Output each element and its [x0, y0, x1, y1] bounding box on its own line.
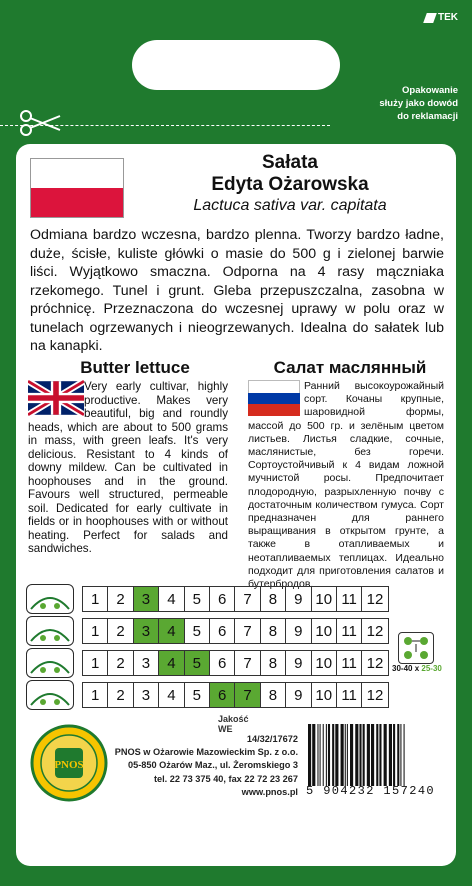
month-cell: 10: [312, 651, 337, 675]
month-cell: 7: [235, 587, 260, 611]
greenhouse-sowing-icon: [26, 584, 74, 614]
uk-flag-icon: [28, 380, 84, 416]
title-line1: Sałata: [262, 152, 318, 173]
spacing-row: 30-40: [392, 664, 413, 673]
barcode-bar: [312, 724, 315, 786]
month-cell: 12: [366, 622, 384, 640]
month-cell: 3: [134, 683, 159, 707]
barcode-bar: [389, 724, 392, 786]
month-cell: 3: [134, 651, 159, 675]
month-strip: [82, 618, 389, 644]
barcode-bar: [308, 724, 311, 786]
month-cell: 11: [337, 683, 362, 707]
russian-description: [248, 380, 444, 591]
plant-spacing-label: [392, 664, 442, 673]
english-description: [28, 380, 228, 556]
barcode-bar: [320, 724, 321, 786]
barcode-bar: [317, 724, 318, 786]
month-cell: 1: [83, 651, 108, 675]
harvest-icon: [26, 680, 74, 710]
svg-text:PNOS: PNOS: [54, 759, 84, 771]
field-sowing-icon: [26, 648, 74, 678]
month-cell: 3: [134, 619, 159, 643]
month-cell: 4: [159, 683, 184, 707]
month-cell: 11: [337, 587, 362, 611]
month-cell: 12: [366, 686, 384, 704]
month-cell: 6: [210, 683, 235, 707]
plant-spacing-icon: [398, 632, 434, 664]
russian-text: Ранний высокоурожайный сорт. Кочаны крупные, шаровидной формы, массой до 500 гр. и зелёным цветом листьев. Листья сладкие, сочные, маслянистые, без горечи. Сортоустойчивый к 4 видам ложной мучнистой росы. Предпочитает плодородную, разрыхленную почву с достаточным количеством гумуса. Сорт предназначен для раннего выращивания в открытом грунте, а также в отапливаемых и неотапливаемых теплицах. Идеально подходит для приготовления салатов и бутербродов.: [248, 380, 444, 591]
barcode-bar: [335, 724, 338, 786]
barcode-bar: [393, 724, 395, 786]
complaint-notice: [348, 84, 458, 123]
month-cell: 5: [185, 651, 210, 675]
month-cell: 8: [261, 619, 286, 643]
month-cell: 10: [312, 587, 337, 611]
month-cell: 10: [312, 619, 337, 643]
month-cell: 12: [366, 654, 384, 672]
calendar-row: [26, 680, 389, 710]
month-cell: 2: [108, 619, 133, 643]
company-street: 05-850 Ożarów Maz., ul. Żeromskiego 3: [127, 760, 298, 771]
barcode-bar: [332, 724, 334, 786]
product-title: [140, 152, 440, 216]
barcode-bar: [367, 724, 370, 786]
russian-heading: Салат маслянный: [273, 358, 427, 377]
barcode-bar: [345, 724, 346, 786]
english-text: Very early cultivar, highly productive. Makes very beautiful, big and roundly heads, which are about to 500 grams in mass, with green leafs. It's very delicious. Resistant to 4 kinds of downy mildew. Can be cultivated in hoophouses and in the ground. Favours well structured, permeable soil. Dedicated for early cultivate in fields or in hoophouses with or without heating. Perfect for salads and sandwiches.: [28, 380, 228, 555]
poland-flag-icon: [30, 158, 124, 218]
month-cell: 9: [286, 683, 311, 707]
barcode-bar: [397, 724, 399, 786]
cut-line: [0, 125, 330, 126]
month-cell: 8: [261, 683, 286, 707]
month-cell: 2: [108, 587, 133, 611]
month-cell: 4: [159, 619, 184, 643]
calendar-row: [26, 616, 389, 646]
company-code: 14/32/17672: [246, 734, 298, 744]
company-web: www.pnos.pl: [241, 786, 298, 797]
spacing-x: x: [414, 664, 420, 673]
month-cell: 3: [134, 587, 159, 611]
month-cell: 5: [185, 587, 210, 611]
barcode-bar: [363, 724, 365, 786]
barcode: [304, 716, 444, 794]
barcode-bar: [379, 724, 381, 786]
month-cell: 2: [108, 683, 133, 707]
latin-name: Lactuca sativa var. capitata: [193, 197, 387, 214]
barcode-bar: [355, 724, 358, 786]
barcode-bar: [341, 724, 344, 786]
barcode-bar: [384, 724, 387, 786]
month-strip: [82, 586, 389, 612]
barcode-bar: [371, 724, 374, 786]
month-cell: 6: [210, 651, 235, 675]
hang-hole: [132, 40, 340, 90]
tek-mark-icon: [423, 13, 437, 23]
month-cell: 11: [337, 619, 362, 643]
month-cell: 5: [185, 683, 210, 707]
month-strip: [82, 650, 389, 676]
spacing-plant: 25-30: [421, 664, 442, 673]
barcode-bar: [350, 724, 353, 786]
month-cell: 8: [261, 587, 286, 611]
barcode-bar: [347, 724, 348, 786]
month-cell: 10: [312, 683, 337, 707]
company-address: [98, 733, 298, 799]
month-cell: 9: [286, 619, 311, 643]
barcode-bar: [328, 724, 330, 786]
month-cell: 8: [261, 651, 286, 675]
month-cell: 7: [235, 619, 260, 643]
month-cell: 2: [108, 651, 133, 675]
month-strip: [82, 682, 389, 708]
notice-line: do reklamacji: [397, 111, 458, 122]
barcode-bar: [326, 724, 327, 786]
tek-logo: [425, 12, 458, 23]
month-cell: 1: [83, 587, 108, 611]
month-cell: 9: [286, 651, 311, 675]
month-cell: 6: [210, 587, 235, 611]
barcode-bar: [400, 724, 401, 786]
russia-flag-icon: [248, 380, 304, 416]
month-cell: 11: [337, 651, 362, 675]
tunnel-planting-icon: [26, 616, 74, 646]
barcode-bar: [404, 724, 405, 786]
month-cell: 9: [286, 587, 311, 611]
company-name: PNOS w Ożarowie Mazowieckim Sp. z o.o.: [114, 747, 298, 758]
month-cell: 7: [235, 651, 260, 675]
month-cell: 4: [159, 651, 184, 675]
month-cell: 5: [185, 619, 210, 643]
barcode-bar: [323, 724, 324, 786]
tek-label: TEK: [438, 12, 458, 23]
month-cell: 6: [210, 619, 235, 643]
notice-line: Opakowanie: [402, 85, 458, 96]
barcode-bar: [376, 724, 378, 786]
polish-description: Odmiana bardzo wczesna, bardzo plenna. Tworzy bardzo ładne, duże, ścisłe, kuliste główki o masie do 500 g i zielonej barwie liści. Wyjątkowo smaczna. Odporna na 4 rasy mączniaka rzekomego. Tunel i grunt. Gleba przepuszczalna, zasobna w próchnicę. Przeznaczona do wczesnej uprawy w polu oraz w tunelach ogrzewanych i nieogrzewanych. Idealna do sałatek lub na kanapki.: [30, 227, 444, 354]
month-cell: 4: [159, 587, 184, 611]
english-heading: Butter lettuce: [80, 358, 190, 377]
month-cell: 7: [235, 683, 260, 707]
month-cell: 1: [83, 683, 108, 707]
notice-line: służy jako dowód: [379, 98, 458, 109]
title-line2: Edyta Ożarowska: [211, 174, 369, 195]
scissors-icon: [18, 108, 62, 138]
month-cell: 1: [83, 619, 108, 643]
calendar-row: [26, 584, 389, 614]
calendar-row: [26, 648, 389, 678]
barcode-number: 5 904232 157240: [306, 784, 436, 798]
quality-mark: Jakość WE: [218, 714, 249, 734]
company-phone: tel. 22 73 375 40, fax 22 72 23 267: [153, 773, 298, 784]
barcode-bar: [359, 724, 361, 786]
pnos-logo: [30, 724, 108, 802]
month-cell: 12: [366, 590, 384, 608]
